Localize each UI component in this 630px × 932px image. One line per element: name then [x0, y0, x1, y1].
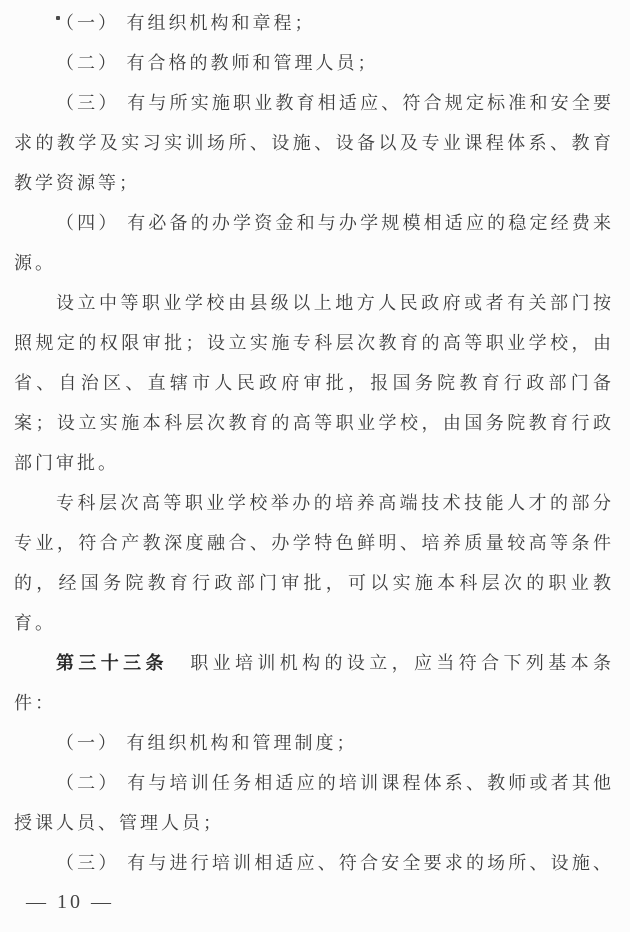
document-line: （三） 有与所实施职业教育相适应、符合规定标准和安全要	[56, 93, 614, 113]
document-line: 部门审批。	[14, 453, 119, 473]
document-line: 专业，符合产教深度融合、办学特色鲜明、培养质量较高等条件	[14, 533, 614, 553]
article-number: 第三十三条	[56, 653, 168, 673]
document-line: （二） 有合格的教师和管理人员；	[56, 53, 379, 73]
document-line: 教学资源等；	[14, 173, 140, 193]
document-line: 授课人员、管理人员；	[14, 813, 224, 833]
text-block	[14, 3, 614, 883]
document-line: 的，经国务院教育行政部门审批，可以实施本科层次的职业教	[14, 573, 614, 593]
document-line: 案；设立实施本科层次教育的高等职业学校，由国务院教育行政	[14, 413, 614, 433]
document-line: （一） 有组织机构和管理制度；	[56, 733, 358, 753]
page-number: — 10 —	[26, 891, 114, 913]
document-line: （四） 有必备的办学资金和与办学规模相适应的稳定经费来	[56, 213, 614, 233]
document-line: 照规定的权限审批；设立实施专科层次教育的高等职业学校，由	[14, 333, 614, 353]
document-line: 源。	[14, 253, 56, 273]
document-line: 第三十三条 职业培训机构的设立，应当符合下列基本条	[56, 653, 614, 673]
document-line: 设立中等职业学校由县级以上地方人民政府或者有关部门按	[56, 293, 614, 313]
document-line: 育。	[14, 613, 56, 633]
document-line: 省、自治区、直辖市人民政府审批，报国务院教育行政部门备	[14, 373, 614, 393]
document-line: 件：	[14, 693, 56, 713]
document-line: （三） 有与进行培训相适应、符合安全要求的场所、设施、	[56, 853, 614, 873]
document-line: 求的教学及实习实训场所、设施、设备以及专业课程体系、教育	[14, 133, 614, 153]
document-line: （一） 有组织机构和章程；	[56, 13, 316, 33]
document-line: 专科层次高等职业学校举办的培养高端技术技能人才的部分	[56, 493, 614, 513]
document-line: （二） 有与培训任务相适应的培训课程体系、教师或者其他	[56, 773, 614, 793]
